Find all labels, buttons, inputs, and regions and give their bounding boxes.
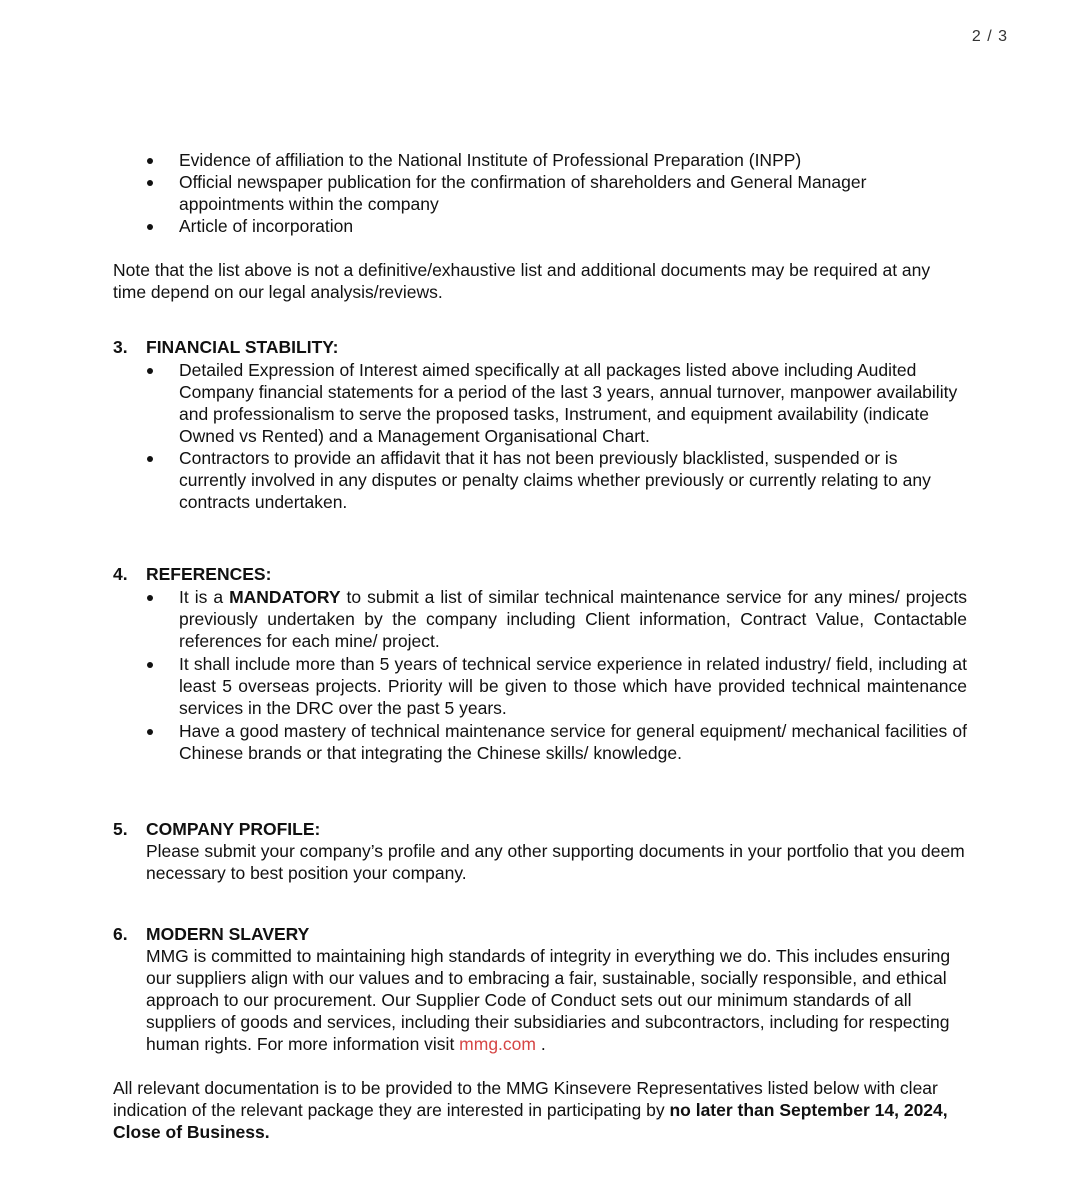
list-item <box>146 586 967 652</box>
list-item-text: It is a <box>179 587 230 607</box>
list-item: Official newspaper publication for the confirmation of shareholders and General Manager appointments within the company <box>113 171 967 215</box>
list-item-text: to submit a list of similar technical maintenance service for any mines/ projects previously undertaken by the company including Client information, Contract Value, Contactable references for each mine/ project. <box>179 587 967 651</box>
list-item: Evidence of affiliation to the National Institute of Professional Preparation (INPP) <box>113 149 967 171</box>
list-item: Detailed Expression of Interest aimed specifically at all packages listed above including Audited Company financial statements for a period of the last 3 years, annual turnover, manpower availability and professionalism to serve the proposed tasks, Instrument, and equipment availability (indicate Owned vs Rented) and a Management Organisational Chart. <box>146 359 967 447</box>
section-company-profile <box>113 818 967 884</box>
section-text-end: . <box>535 1034 546 1054</box>
list-item: Have a good mastery of technical maintenance service for general equipment/ mechanical facilities of Chinese brands or that integrating the Chinese skills/ knowledge. <box>146 720 967 764</box>
section-text: Please submit your company’s profile and any other supporting documents in your portfolio that you deem necessary to best position your company. <box>146 841 965 883</box>
closing-paragraph <box>113 1077 967 1143</box>
legal-documents-list <box>113 149 967 237</box>
section-title: REFERENCES: <box>146 564 272 584</box>
section-number: 5. <box>113 819 128 839</box>
mmg-link[interactable]: mmg.com <box>459 1034 536 1054</box>
page-number: 2 / 3 <box>971 28 1008 45</box>
section-text-body: MMG is committed to maintaining high standards of integrity in everything we do. This includes ensuring our suppliers align with our values and to embracing a fair, sustainable, socially responsible, and ethical approach to our procurement. Our Supplier Code of Conduct sets out our minimum standards of all suppliers of goods and services, including their subsidiaries and subcontractors, including for respecting human rights. For more information visit <box>146 946 951 1054</box>
section-number: 3. <box>113 337 128 357</box>
section-title: FINANCIAL STABILITY: <box>146 337 339 357</box>
references-list <box>146 586 967 764</box>
section-title: MODERN SLAVERY <box>146 924 310 944</box>
closing-text: All relevant documentation is to be provided to the MMG Kinsevere Representatives listed below with clear indication of the relevant package they are interested in participating by <box>113 1078 938 1120</box>
financial-list <box>146 359 967 513</box>
section-references <box>113 563 967 764</box>
document-body <box>113 149 967 1143</box>
list-item: It shall include more than 5 years of technical service experience in related industry/ field, including at least 5 overseas projects. Priority will be given to those which have provided technical maintenance services in the DRC over the past 5 years. <box>146 653 967 719</box>
note-paragraph: Note that the list above is not a definitive/exhaustive list and additional documents may be required at any time depend on our legal analysis/reviews. <box>113 260 931 302</box>
section-number: 4. <box>113 564 128 584</box>
deadline-text: no later than September 14, 2024, Close of Business. <box>113 1100 948 1142</box>
section-financial-stability <box>113 336 967 513</box>
list-item: Article of incorporation <box>113 215 967 237</box>
section-number: 6. <box>113 924 128 944</box>
mandatory-emphasis: MANDATORY <box>229 587 341 607</box>
section-modern-slavery <box>113 923 967 1055</box>
list-item: Contractors to provide an affidavit that it has not been previously blacklisted, suspended or is currently involved in any disputes or penalty claims whether previously or currently relating to any contracts undertaken. <box>146 447 967 513</box>
section-text <box>146 945 967 1055</box>
section-title: COMPANY PROFILE: <box>146 819 321 839</box>
